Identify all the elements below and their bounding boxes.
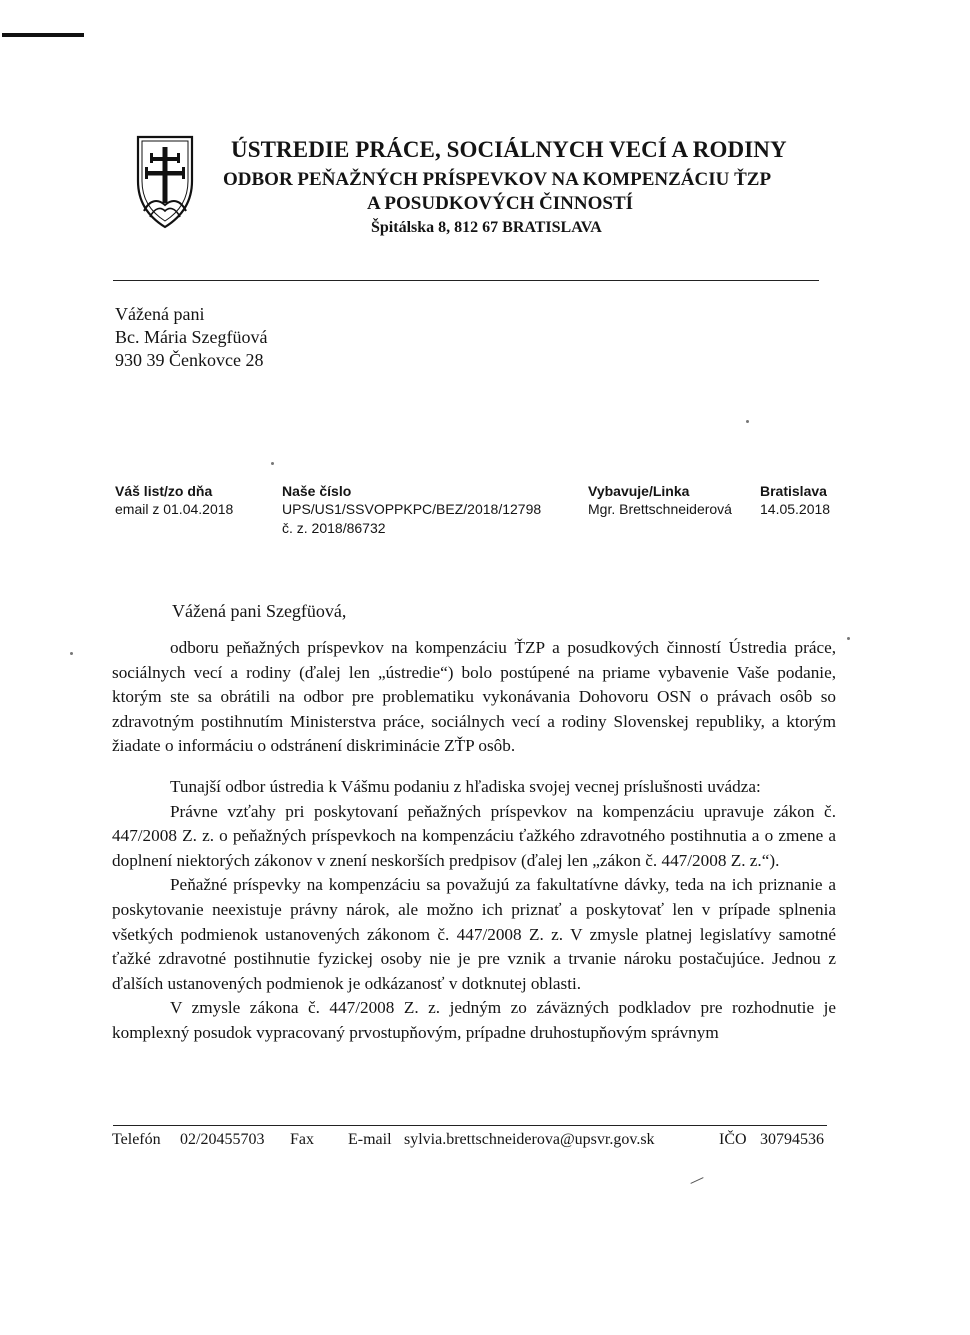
recipient-name: Bc. Mária Szegfüová xyxy=(115,327,268,347)
your-letter-value: email z 01.04.2018 xyxy=(115,501,234,517)
scan-speck xyxy=(847,637,850,640)
recipient-salutation: Vážená pani xyxy=(115,304,205,324)
letter-body xyxy=(112,636,836,1046)
handled-by-label: Vybavuje/Linka xyxy=(588,483,690,499)
scan-speck xyxy=(690,1177,703,1184)
scan-speck xyxy=(271,462,274,465)
letter-date: 14.05.2018 xyxy=(760,501,831,517)
slovak-coat-of-arms-icon xyxy=(134,133,196,231)
our-number-value: UPS/US1/SSVOPPKPC/BEZ/2018/12798 xyxy=(282,501,542,517)
letter-greeting: Vážená pani Szegfüová, xyxy=(172,601,347,621)
body-paragraph: Tunajší odbor ústredia k Vášmu podaniu z hľadiska svojej vecnej príslušnosti uvádza: xyxy=(170,776,761,796)
scan-mark xyxy=(2,33,84,37)
institution-address: Špitálska 8, 812 67 BRATISLAVA xyxy=(371,219,602,236)
footer-ico: 30794536 xyxy=(760,1131,824,1148)
our-number-value-2: č. z. 2018/86732 xyxy=(282,520,386,536)
header-divider xyxy=(113,280,819,281)
department-name-line1: ODBOR PEŇAŽNÝCH PRÍSPEVKOV NA KOMPENZÁCIU ŤZP xyxy=(223,169,772,190)
handled-by-value: Mgr. Brettschneiderová xyxy=(588,501,732,517)
footer-email: sylvia.brettschneiderova@upsvr.gov.sk xyxy=(404,1131,655,1148)
institution-name: ÚSTREDIE PRÁCE, SOCIÁLNYCH VECÍ A RODINY xyxy=(231,137,787,162)
scan-speck xyxy=(70,652,73,655)
scan-speck xyxy=(746,420,749,423)
footer-fax-label: Fax xyxy=(290,1131,314,1148)
footer-email-label: E-mail xyxy=(348,1131,392,1148)
body-paragraph: odboru peňažných príspevkov na kompenzáciu ŤZP a posudkových činností Ústredia práce, sociálnych vecí a rodiny (ďalej len „ústredie“) bolo postúpené na priame vybavenie Vaše podanie, ktorým ste sa obrátili na odbor pre problematiku vykonávania Dohovoru OSN o právach osôb so zdravotným postihnutím Ministerstva práce, sociálnych vecí a rodiny Slovenskej republiky, a ktorým žiadate o informáciu o odstránení diskriminácie ZŤP osôb. xyxy=(112,638,836,756)
our-number-label: Naše číslo xyxy=(282,483,352,499)
body-paragraph: Právne vzťahy pri poskytovaní peňažných príspevkov na kompenzáciu upravuje zákon č. 447/2008 Z. z. o peňažných príspevkoch na kompenzáciu ťažkého zdravotného postihnutia a o zmene a doplnení niektorých zákonov v znení neskorších predpisov (ďalej len „zákon č. 447/2008 Z. z.“). xyxy=(112,801,836,870)
place-label: Bratislava xyxy=(760,483,827,499)
body-paragraph: V zmysle zákona č. 447/2008 Z. z. jedným zo záväzných podkladov pre rozhodnutie je komplexný posudok vypracovaný prvostupňovým, prípadne druhostupňovým správnym xyxy=(112,998,836,1042)
department-name-line2: A POSUDKOVÝCH ČINNOSTÍ xyxy=(367,193,634,214)
footer-ico-label: IČO xyxy=(719,1131,747,1148)
your-letter-label: Váš list/zo dňa xyxy=(115,483,213,499)
body-paragraph: Peňažné príspevky na kompenzáciu sa považujú za fakultatívne dávky, teda na ich priznanie a poskytovanie neexistuje právny nárok, ale možno ich priznať a poskytovať len v prípade splnenia všetkých podmienok ustanovených zákonom č. 447/2008 Z. z. V zmysle platnej legislatívy samotné ťažké zdravotné postihnutie fyzickej osoby nie je pre vznik a trvanie nároku postačujúce. Jednou z ďalších ustanovených podmienok je odkázanosť v dotknutej oblasti. xyxy=(112,875,836,993)
footer-phone-label: Telefón xyxy=(112,1131,161,1148)
footer-phone: 02/20455703 xyxy=(180,1131,265,1148)
recipient-address: 930 39 Čenkovce 28 xyxy=(115,350,264,370)
footer-divider xyxy=(113,1125,827,1126)
